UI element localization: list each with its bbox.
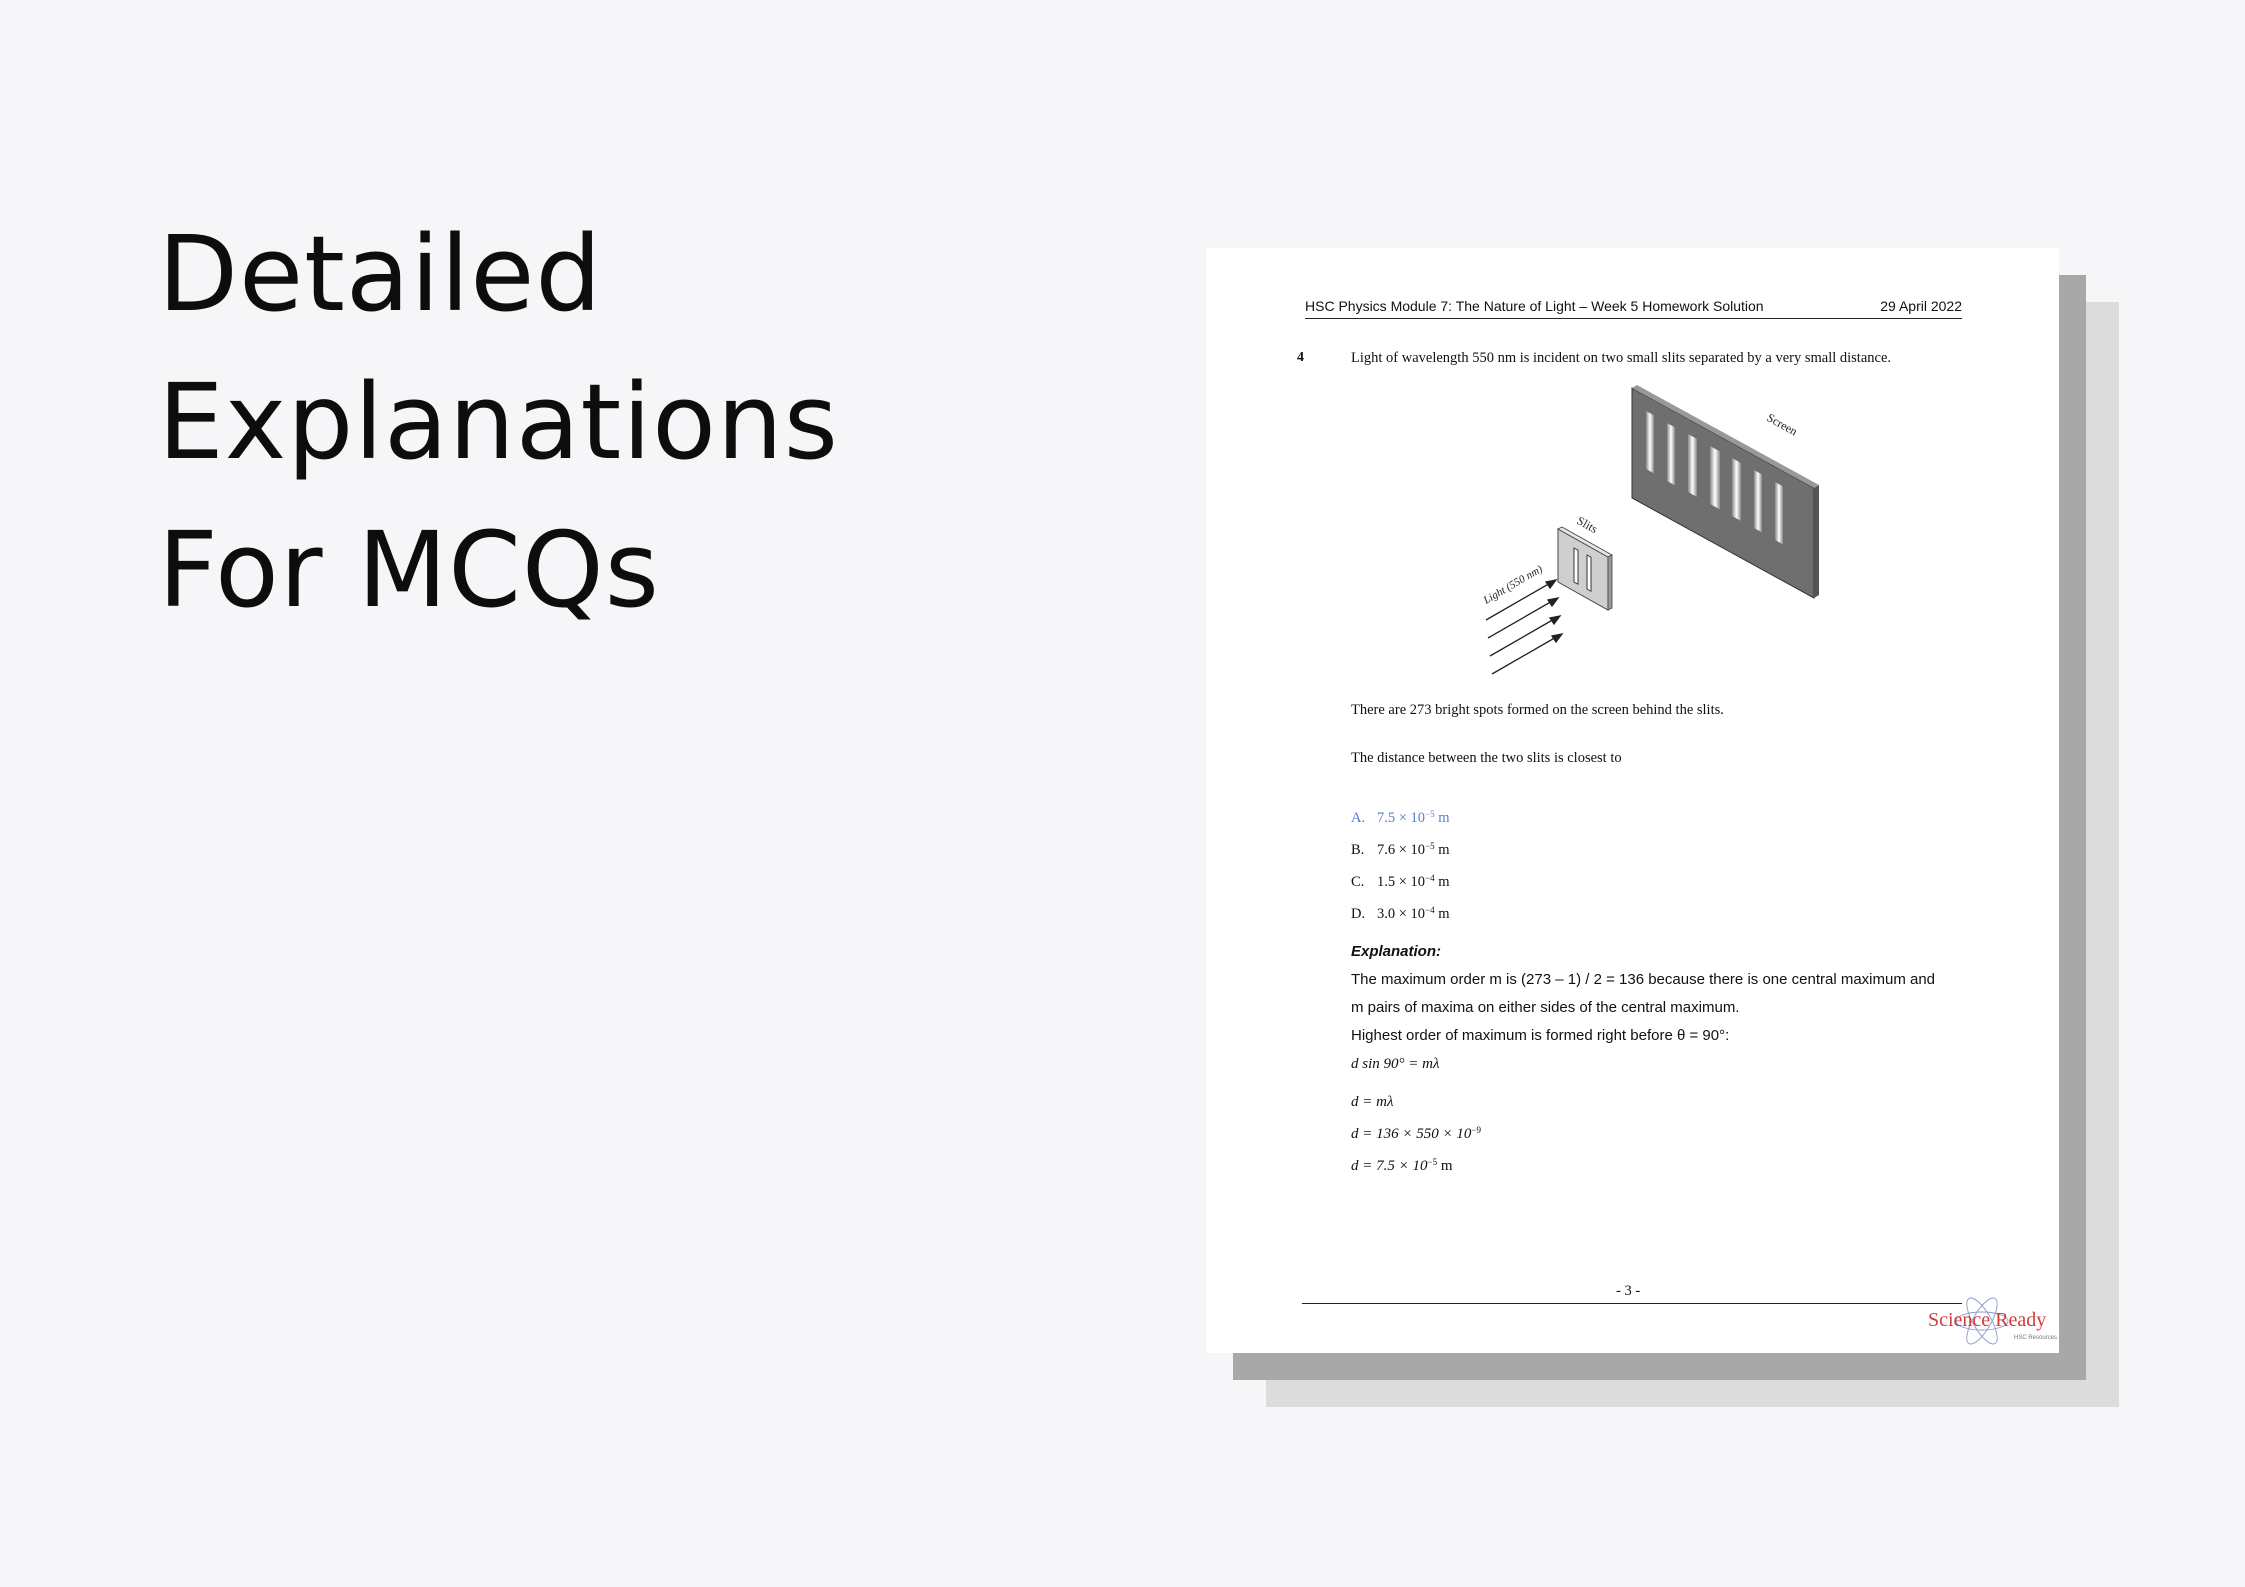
question-stem: Light of wavelength 550 nm is incident on two small slits separated by a very small distance. xyxy=(1351,350,1892,366)
option-unit: m xyxy=(1434,842,1450,858)
document-page xyxy=(1206,248,2059,1353)
explanation-line-3: Highest order of maximum is formed right before θ = 90°: xyxy=(1351,1027,1730,1044)
equation-4-exponent: −5 xyxy=(1427,1157,1438,1167)
explanation-title: Explanation: xyxy=(1351,943,1442,960)
explanation-line-2: m pairs of maxima on either sides of the central maximum. xyxy=(1351,999,1740,1016)
option-exponent: −5 xyxy=(1425,809,1435,819)
option-letter: D. xyxy=(1351,906,1366,922)
option-value: 3.0 × 10 xyxy=(1377,906,1426,922)
explanation-line-1: The maximum order m is (273 – 1) / 2 = 136 because there is one central maximum and xyxy=(1351,971,1936,988)
option-unit: m xyxy=(1434,874,1450,890)
equation-4 xyxy=(1351,1148,2021,1180)
option-b xyxy=(1351,832,1450,864)
page-header xyxy=(1305,298,1962,319)
option-exponent: −5 xyxy=(1425,841,1435,851)
headline-line-3: For MCQs xyxy=(158,509,660,631)
option-letter: B. xyxy=(1351,842,1365,858)
page-number: - 3 - xyxy=(1616,1283,1641,1299)
equation-3-base: d = 136 × 550 × 10 xyxy=(1351,1126,1472,1142)
answer-options xyxy=(1351,800,1450,928)
option-c xyxy=(1351,864,1450,896)
option-unit: m xyxy=(1434,810,1450,826)
headline xyxy=(158,200,839,644)
equation-3 xyxy=(1351,1116,2021,1148)
option-exponent: −4 xyxy=(1425,905,1435,915)
header-title: HSC Physics Module 7: The Nature of Light – Week 5 Homework Solution xyxy=(1305,298,1764,314)
question-prompt: The distance between the two slits is closest to xyxy=(1351,750,1622,766)
option-value: 7.5 × 10 xyxy=(1377,810,1426,826)
logo-subtext: HSC Resources xyxy=(2014,1335,2058,1341)
header-date: 29 April 2022 xyxy=(1880,298,1962,314)
option-letter: C. xyxy=(1351,874,1365,890)
headline-line-1: Detailed xyxy=(158,213,603,335)
science-ready-logo xyxy=(1918,1291,2058,1353)
option-value: 7.6 × 10 xyxy=(1377,842,1426,858)
slits-label: Slits xyxy=(1574,513,1601,536)
option-value: 1.5 × 10 xyxy=(1377,874,1426,890)
explanation-block xyxy=(1351,938,2021,1180)
double-slit-diagram xyxy=(1466,376,1886,686)
equation-1: d sin 90° = mλ xyxy=(1351,1056,1440,1072)
equation-4-base: d = 7.5 × 10 xyxy=(1351,1158,1428,1174)
question-number: 4 xyxy=(1297,350,1304,365)
double-slit-figure xyxy=(1466,376,1886,691)
option-d xyxy=(1351,896,1450,928)
equation-3-exponent: −9 xyxy=(1471,1125,1481,1135)
equation-4-unit: m xyxy=(1437,1158,1453,1174)
option-exponent: −4 xyxy=(1425,873,1435,883)
screen-panel xyxy=(1632,385,1819,598)
equation-2: d = mλ xyxy=(1351,1094,1394,1110)
footer-rule xyxy=(1302,1303,1962,1304)
light-label: Light (550 nm) xyxy=(1481,563,1545,607)
option-unit: m xyxy=(1434,906,1450,922)
bright-spots-text: There are 273 bright spots formed on the screen behind the slits. xyxy=(1351,702,1724,718)
option-a xyxy=(1351,800,1450,832)
headline-line-2: Explanations xyxy=(158,361,839,483)
slits-plate xyxy=(1558,527,1612,610)
screen-label: Screen xyxy=(1764,410,1800,439)
logo-text: Science Ready xyxy=(1928,1309,2047,1331)
option-letter: A. xyxy=(1351,810,1366,826)
